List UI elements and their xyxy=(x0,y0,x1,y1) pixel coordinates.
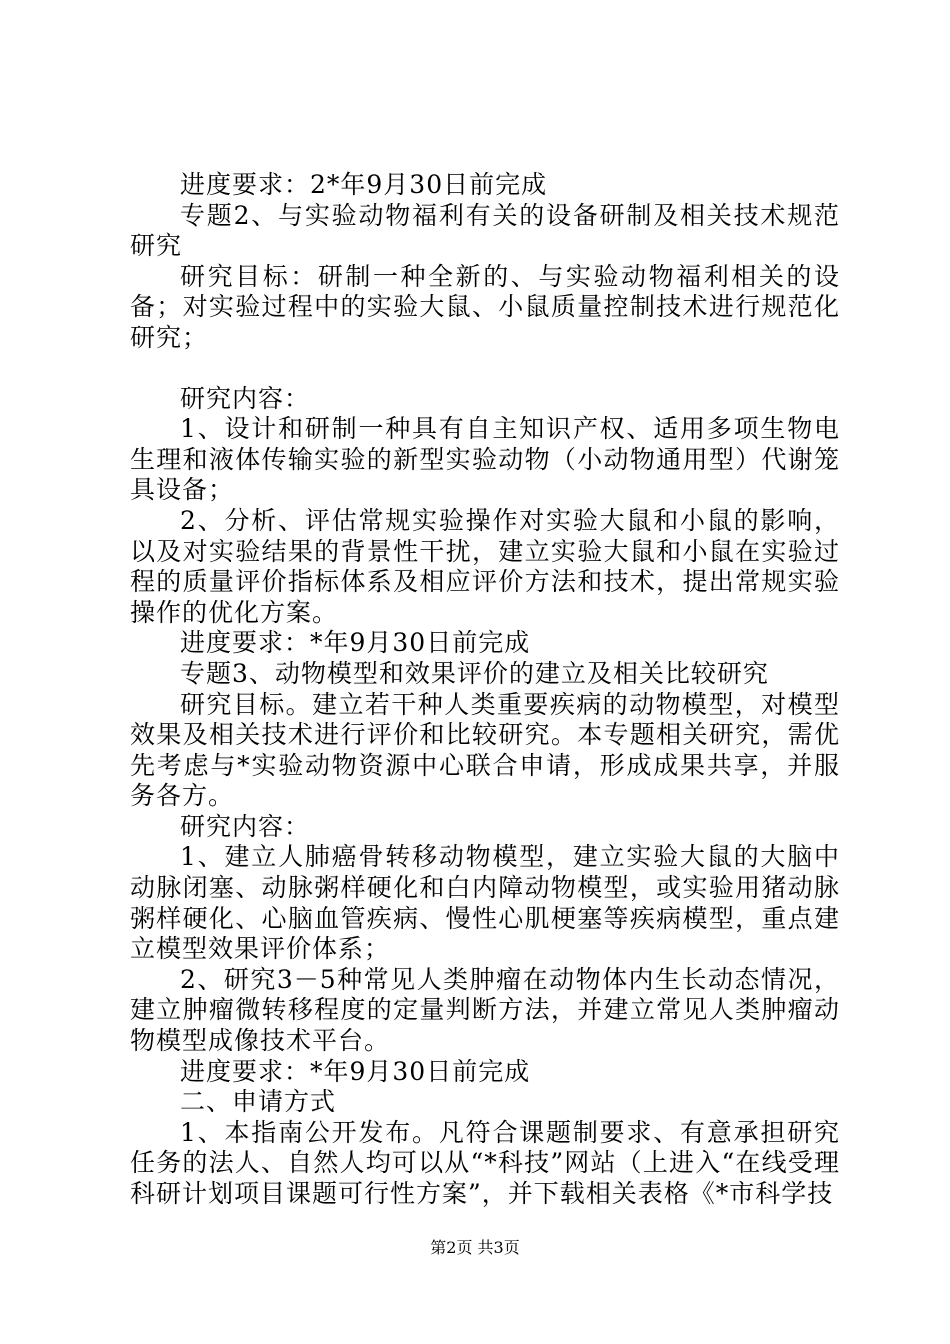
document-body xyxy=(130,170,840,1210)
paragraph-content-heading-1: 研究内容： xyxy=(180,383,311,413)
paragraph-topic-2-item-1: 1、设计和研制一种具有自主知识产权、适用多项生物电生理和液体传输实验的新型实验动物（小动物通用型）代谢笼具设备； xyxy=(130,414,840,505)
section-heading-application: 二、申请方式 xyxy=(180,1087,337,1117)
page-footer: 第2页 共3页 xyxy=(430,1238,520,1257)
blank-line xyxy=(130,354,840,384)
paragraph-topic-3-item-1: 1、建立人肺癌骨转移动物模型，建立实验大鼠的大脑中动脉闭塞、动脉粥样硬化和白内障动物模型，或实验用猪动脉粥样硬化、心脑血管疾病、慢性心肌梗塞等疾病模型，重点建立模型效果评价体系； xyxy=(130,842,840,964)
paragraph-progress-1: 进度要求：2*年9月30日前完成 xyxy=(180,170,548,199)
paragraph-application-1: 1、本指南公开发布。凡符合课题制要求、有意承担研究任务的法人、自然人均可以从“*科技”网站（上进入“在线受理科研计划项目课题可行性方案”，并下载相关表格《*市科学技 xyxy=(130,1117,840,1208)
paragraph-progress-2: 进度要求：*年9月30日前完成 xyxy=(180,628,531,658)
paragraph-progress-3: 进度要求：*年9月30日前完成 xyxy=(180,1056,531,1086)
paragraph-topic-3-item-2: 2、研究3－5种常见人类肿瘤在动物体内生长动态情况，建立肿瘤微转移程度的定量判断方法，并建立常见人类肿瘤动物模型成像技术平台。 xyxy=(130,964,840,1056)
paragraph-topic-2-item-2: 2、分析、评估常规实验操作对实验大鼠和小鼠的影响，以及对实验结果的背景性干扰，建立实验大鼠和小鼠在实验过程的质量评价指标体系及相应评价方法和技术，提出常规实验操作的优化方案。 xyxy=(130,505,840,627)
paragraph-content-heading-2: 研究内容： xyxy=(180,811,311,841)
paragraph-topic-3-goal: 研究目标。建立若干种人类重要疾病的动物模型，对模型效果及相关技术进行评价和比较研究。本专题相关研究，需优先考虑与*实验动物资源中心联合申请，形成成果共享，并服务各方。 xyxy=(130,689,840,811)
paragraph-topic-2-title: 专题2、与实验动物福利有关的设备研制及相关技术规范研究 xyxy=(130,200,840,261)
paragraph-topic-3-title: 专题3、动物模型和效果评价的建立及相关比较研究 xyxy=(180,658,769,688)
paragraph-topic-2-goal: 研究目标：研制一种全新的、与实验动物福利相关的设备；对实验过程中的实验大鼠、小鼠质量控制技术进行规范化研究； xyxy=(130,261,840,352)
